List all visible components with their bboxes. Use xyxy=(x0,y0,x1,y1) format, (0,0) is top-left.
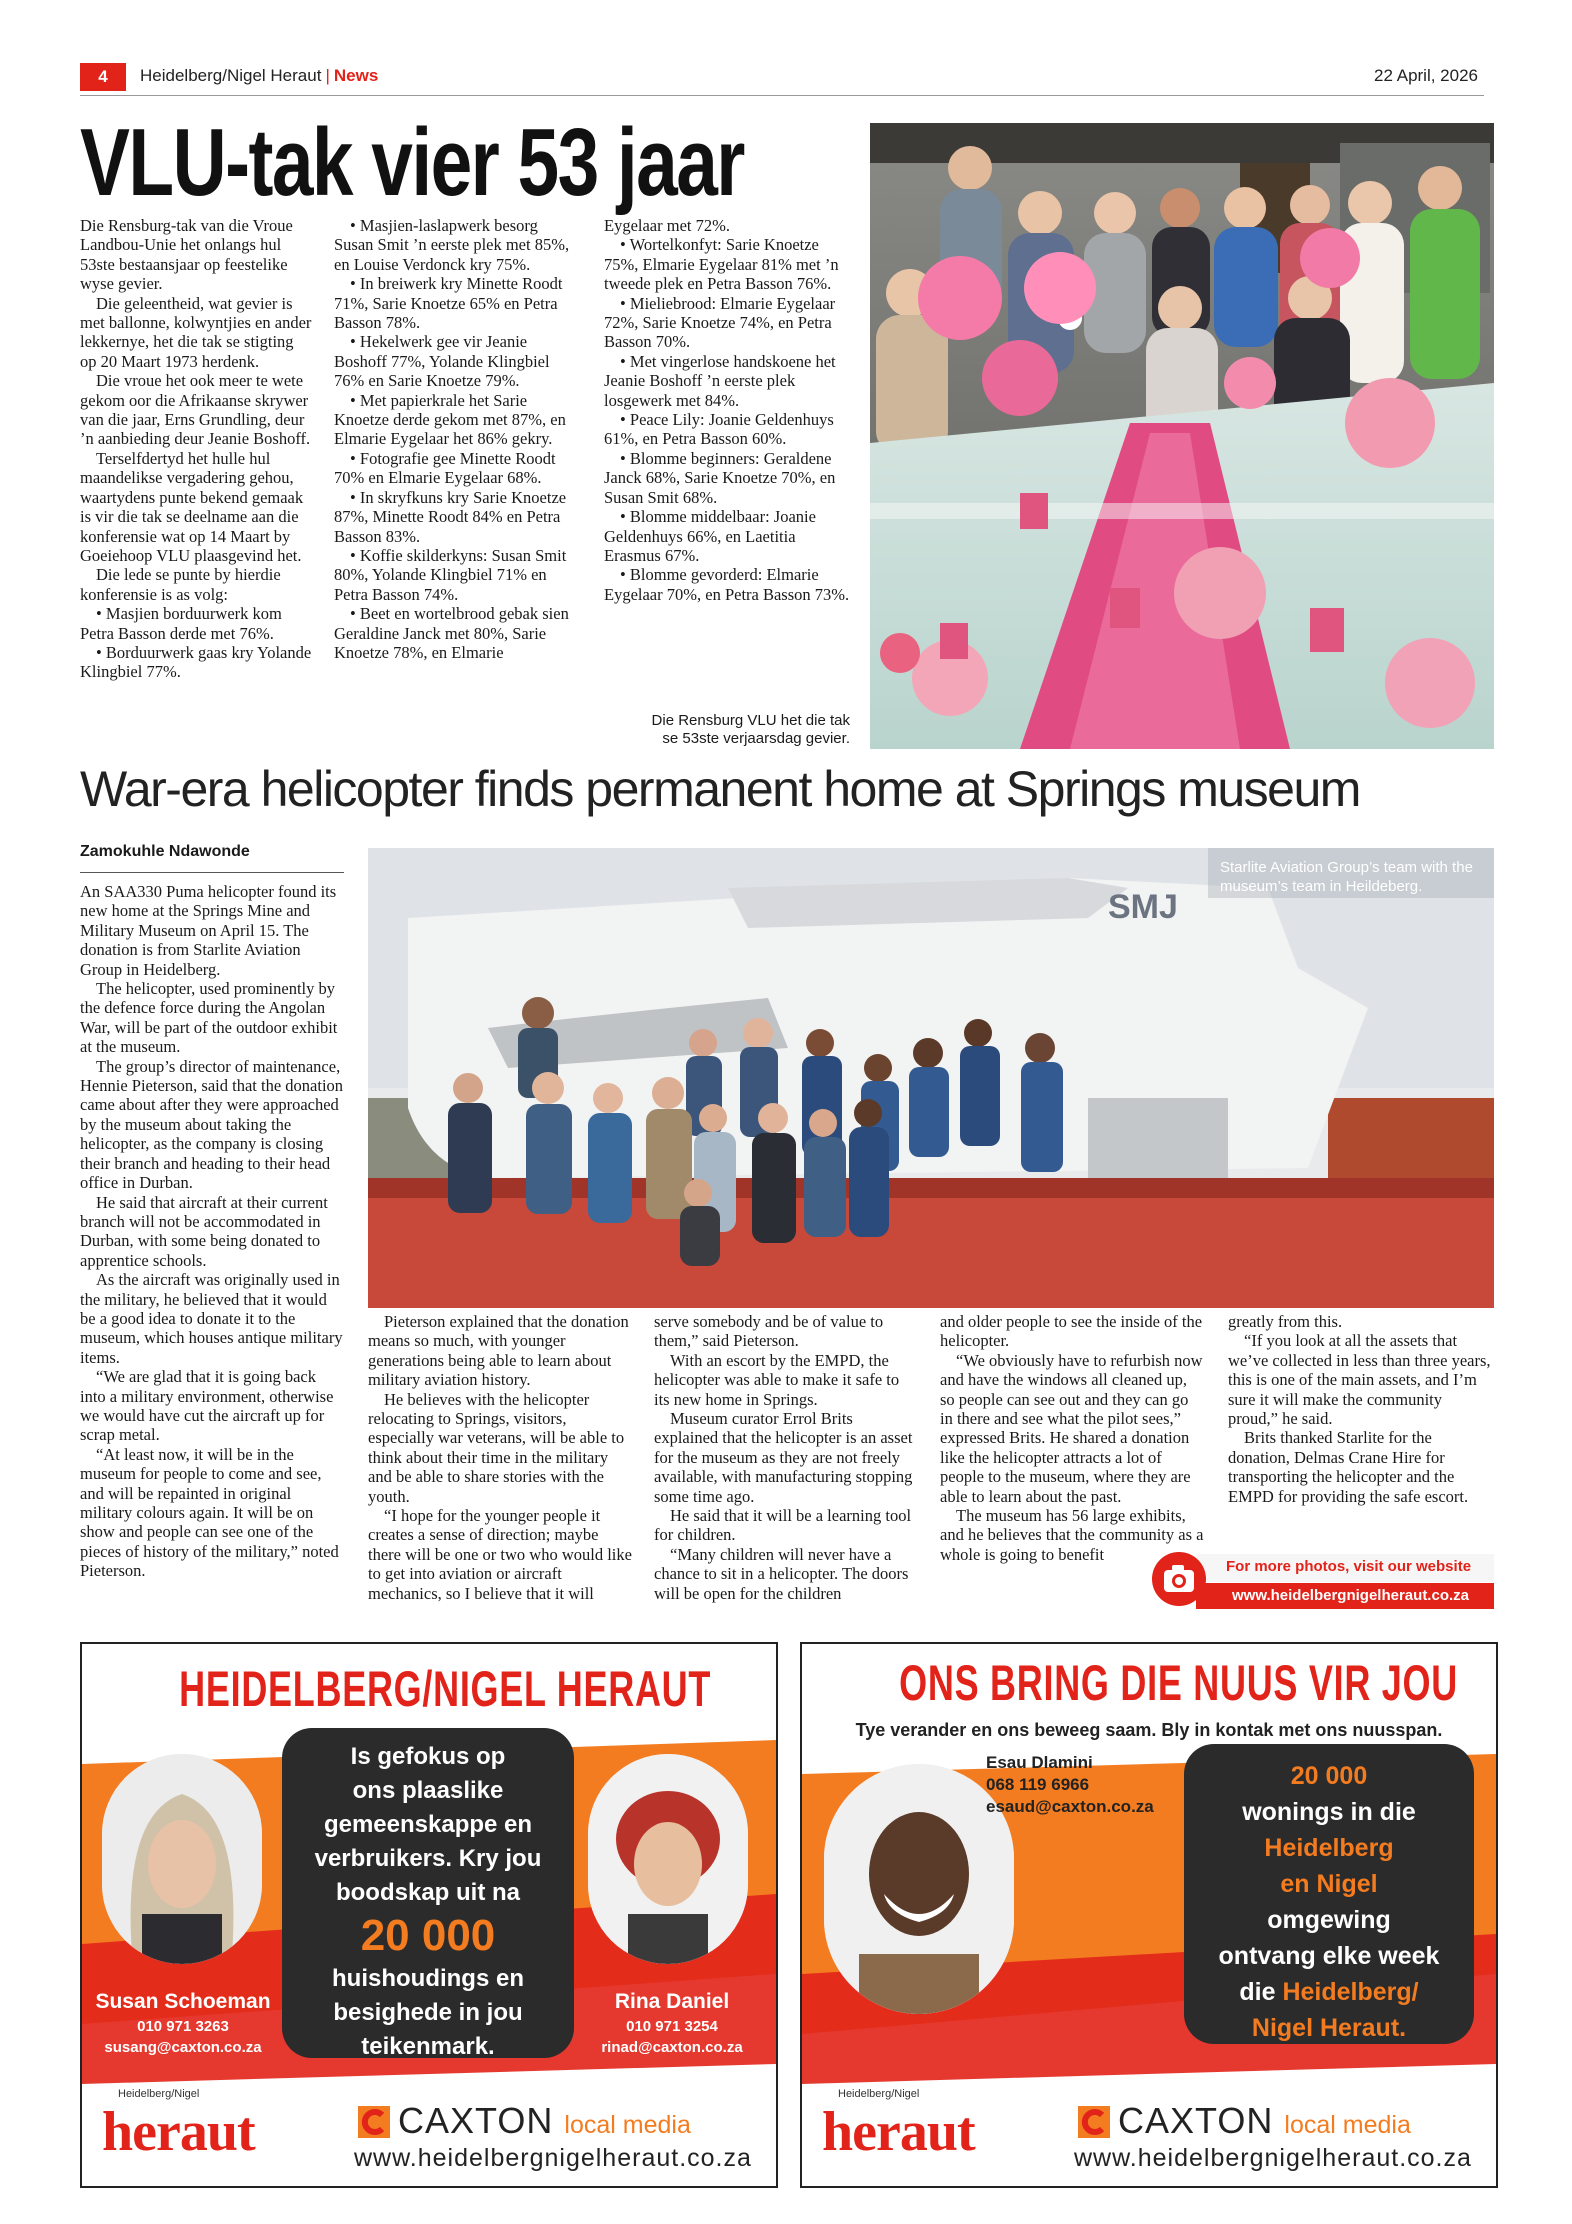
ad2-title: ONS BRING DIE NUUS VIR JOU xyxy=(899,1655,1458,1711)
contact-email[interactable]: esaud@caxton.co.za xyxy=(986,1797,1154,1816)
article1-paragraph: Die lede se punte by hierdie konferensie is as volg: xyxy=(80,565,281,604)
ad1-website[interactable]: www.heidelbergnigelheraut.co.za xyxy=(354,2144,752,2172)
contact-name: Susan Schoeman xyxy=(95,1990,271,2013)
section-name: News xyxy=(333,66,379,85)
contact-name: Esau Dlamini xyxy=(986,1753,1093,1772)
article1-column-1 xyxy=(80,216,312,682)
article2-column-2 xyxy=(368,1312,632,1603)
publication-name: Heidelberg/Nigel Heraut xyxy=(140,66,322,85)
contact-email[interactable]: susang@caxton.co.za xyxy=(104,2039,262,2056)
article2-paragraph: “I hope for the younger people it creates a sense of direction; maybe there will be one or two who would like to get into aviation or aircraft mechanics, so I believe that it will xyxy=(368,1506,632,1603)
article2-paragraph: serve somebody and be of value to them,” said Pieterson. xyxy=(654,1312,884,1351)
ad1-contact-2 xyxy=(582,1990,762,2056)
helicopter-photo-caption: Starlite Aviation Group’s team with the museum’s team in Heildeberg. xyxy=(1220,859,1473,895)
ad1-box-number: 20 000 xyxy=(360,1911,496,1960)
ad1-box-line: verbruikers. Kry jou xyxy=(314,1845,542,1872)
article1-paragraph: • Wortelkonfyt: Sarie Knoetze 75%, Elmarie Eygelaar 81% met ’n tweede plek en Petra Basson 76%. xyxy=(604,235,839,294)
ad2-box-line: Nigel Heraut. xyxy=(1251,2014,1407,2042)
article2-column-4 xyxy=(940,1312,1204,1564)
caxton-word: CAXTON xyxy=(398,2100,554,2141)
article2-paragraph: He said that aircraft at their current branch will not be accommodated in Durban, with some being donated to apprentice schools. xyxy=(80,1192,328,1270)
article2-column-3 xyxy=(654,1312,916,1603)
contact-phone: 010 971 3254 xyxy=(626,2018,718,2035)
ad1-box-line: teikenmark. xyxy=(361,2033,495,2060)
article1-paragraph: • Masjien-laslapwerk besorg Susan Smit ’n eerste plek met 85%, en Louise Verdonck kry 75%. xyxy=(334,216,570,274)
caxton-logo xyxy=(1118,2100,1411,2142)
article1-column-2 xyxy=(334,216,570,662)
article2-paragraph: “Many children will never have a chance to sit in a helicopter. The doors will be open for the children xyxy=(654,1544,909,1603)
ad2-message-box xyxy=(1184,1744,1474,2044)
article1-paragraph: • Blomme gevorderd: Elmarie Eygelaar 70%, en Petra Basson 73%. xyxy=(604,565,850,604)
heraut-logo-top: Heidelberg/Nigel xyxy=(118,2088,200,2100)
article1-paragraph: Die Rensburg-tak van die Vroue Landbou-Unie het onlangs hul 53ste bestaansjaar op feestelike wyse gevier. xyxy=(80,216,293,294)
ad2-contact xyxy=(986,1752,1154,1818)
contact-email[interactable]: rinad@caxton.co.za xyxy=(601,2039,743,2056)
ad1-box-line: ons plaaslike xyxy=(352,1777,504,1804)
article2-byline: Zamokuhle Ndawonde xyxy=(80,843,250,860)
header-rule xyxy=(80,95,1484,96)
helicopter-team-photo xyxy=(368,848,1494,1308)
article1-paragraph: • Met vingerlose handskoene het Jeanie Boshoff ’n eerste plek losgewerk met 84%. xyxy=(604,351,836,410)
caxton-sub: local media xyxy=(1284,2111,1411,2139)
article1-photo-caption xyxy=(604,712,850,748)
article1-paragraph: • Borduurwerk gaas kry Yolande Klingbiel 77%. xyxy=(80,642,312,682)
article2-paragraph: “We are glad that it is going back into a military environment, otherwise we would have cut the aircraft up for scrap metal. xyxy=(80,1367,334,1445)
ad2-box-line: ontvang elke week xyxy=(1218,1942,1440,1970)
article2-paragraph: greatly from this. xyxy=(1228,1312,1343,1331)
article1-paragraph: • Mieliebrood: Elmarie Eygelaar 72%, Sarie Knoetze 74%, en Petra Basson 70%. xyxy=(604,293,836,352)
article2-paragraph: The helicopter, used prominently by the defence force during the Angolan War, will be part of the outdoor exhibit at the museum. xyxy=(80,979,338,1057)
ad1-box-line: gemeenskappe en xyxy=(323,1811,533,1838)
article2-paragraph: With an escort by the EMPD, the helicopter was able to make it safe to its new home in Springs. xyxy=(654,1350,900,1409)
article2-headline: War-era helicopter finds permanent home at Springs museum xyxy=(80,761,1360,817)
article2-paragraph: He believes with the helicopter relocating to Springs, visitors, especially war veterans, will be able to think about their time in the military and be able to share stories with the youth. xyxy=(368,1389,625,1506)
heraut-advert xyxy=(80,1642,778,2188)
article1-paragraph: • Met papierkrale het Sarie Knoetze derde gekom met 87%, en Elmarie Eygelaar het 86% gekry. xyxy=(334,390,566,449)
article2-paragraph: “If you look at all the assets that we’ve collected in less than three years, this is one of the main assets, and I’m sure it will make the community proud,” he said. xyxy=(1228,1331,1491,1429)
caption-line: se 53ste verjaarsdag gevier. xyxy=(662,730,850,747)
camera-icon xyxy=(1152,1552,1206,1606)
ad1-box-line: huishoudings en xyxy=(332,1965,524,1992)
heraut-logo: heraut xyxy=(102,2101,255,2163)
contact-name: Rina Daniel xyxy=(614,1990,730,2013)
page-number: 4 xyxy=(80,63,126,91)
article2-paragraph: “We obviously have to refurbish now and have the windows all cleaned up, so people can see out and they can go in there and see what the pilot sees,” expressed Brits. He shared a donation like the helicopter attracts a lot of people to the museum, where they are able to learn about the past. xyxy=(940,1350,1203,1506)
ad2-box-line: en Nigel xyxy=(1280,1870,1378,1898)
article2-paragraph: The museum has 56 large exhibits, and he believes that the community as a whole is going to benefit xyxy=(940,1506,1204,1564)
article2-paragraph: Pieterson explained that the donation means so much, with younger generations being able to learn about military aviation history. xyxy=(368,1312,629,1390)
contact-phone: 010 971 3263 xyxy=(137,2018,229,2035)
helicopter-label: SMJ xyxy=(1108,888,1178,926)
ad1-box-line: boodskap uit na xyxy=(335,1879,520,1906)
article1-paragraph: • Fotografie gee Minette Roodt 70% en Elmarie Eygelaar 68%. xyxy=(334,448,556,488)
article2-paragraph: He said that it will be a learning tool for children. xyxy=(654,1506,912,1545)
heraut-logo-top: Heidelberg/Nigel xyxy=(838,2088,920,2100)
publication-header xyxy=(140,66,378,86)
ad2-box-line: Heidelberg xyxy=(1264,1834,1394,1862)
caxton-sub: local media xyxy=(564,2111,691,2139)
susan-schoeman-portrait xyxy=(102,1754,262,1964)
article1-paragraph: • Beet en wortelbrood gebak sien Geraldine Janck met 80%, Sarie Knoetze 78%, en Elmarie xyxy=(334,604,569,662)
article1-paragraph: • Blomme beginners: Geraldene Janck 68%, Sarie Knoetze 70%, en Susan Smit 68%. xyxy=(604,448,836,507)
ad2-subtitle: Tye verander en ons beweeg saam. Bly in kontak met ons nuusspan. xyxy=(855,1720,1443,1740)
caxton-logo-icon xyxy=(358,2106,390,2138)
article1-paragraph: • In skryfkuns kry Sarie Knoetze 87%, Minette Roodt 84% en Petra Basson 83%. xyxy=(334,487,567,546)
news-team-advert xyxy=(800,1642,1498,2188)
heraut-logo: heraut xyxy=(822,2101,975,2163)
article1-paragraph: • Hekelwerk gee vir Jeanie Boshoff 77%, Yolande Klingbiel 76% en Sarie Knoetze 79%. xyxy=(334,332,550,391)
ad2-box-number: 20 000 xyxy=(1290,1762,1368,1790)
article1-paragraph: Die geleentheid, wat gevier is met ballonne, kolwyntjies en ander lekkernye, het die tak se stigting op 20 Maart 1973 herdenk. xyxy=(80,293,312,371)
article1-paragraph: • In breiwerk kry Minette Roodt 71%, Sarie Knoetze 65% en Petra Basson 78%. xyxy=(334,274,563,333)
caxton-logo xyxy=(398,2100,691,2142)
article2-paragraph: Brits thanked Starlite for the donation, Delmas Crane Hire for transporting the helicopter and the EMPD for providing the safe escort. xyxy=(1228,1428,1469,1506)
article1-column-3 xyxy=(604,216,852,604)
ad1-box-line: Is gefokus op xyxy=(350,1743,506,1770)
caxton-word: CAXTON xyxy=(1118,2100,1274,2141)
ad1-title: HEIDELBERG/NIGEL HERAUT xyxy=(179,1661,712,1717)
byline-rule xyxy=(80,872,344,873)
ad2-box-word: die xyxy=(1239,1978,1276,2006)
ad2-box-line: omgewing xyxy=(1267,1906,1391,1934)
rina-daniel-portrait xyxy=(588,1754,748,1964)
ad2-box-word: Heidelberg/ xyxy=(1282,1978,1419,2006)
ad1-contact-1 xyxy=(90,1990,276,2056)
article1-paragraph: Terselfdertyd het hulle hul maandelikse vergadering gehou, waartydens punte bekend gemaak is vir die tak se deelname aan die konferensie wat op 14 Maart by Goeiehoop VLU plaasgevind het. xyxy=(80,448,304,565)
article1-paragraph: Die vroue het ook meer te wete gekom oor die Afrikaanse skrywer van die jaar, Erns Grundling, deur ’n aanbieding deur Jeanie Boshoff. xyxy=(80,371,311,449)
more-photos-link[interactable]: www.heidelbergnigelheraut.co.za xyxy=(1232,1587,1469,1604)
article2-paragraph: The group’s director of maintenance, Hennie Pieterson, said that the donation came about after they were approached by the museum about taking the helicopter, as the company is closing their branch and heading to their head office in Durban. xyxy=(80,1056,344,1193)
caption-line: Die Rensburg VLU het die tak xyxy=(651,712,850,729)
article1-paragraph: Eygelaar met 72%. xyxy=(604,216,730,235)
issue-date: 22 April, 2026 xyxy=(1374,66,1478,85)
ad2-website[interactable]: www.heidelbergnigelheraut.co.za xyxy=(1074,2144,1472,2172)
article2-paragraph: An SAA330 Puma helicopter found its new home at the Springs Mine and Military Museum on April 15. The donation is from Starlite Aviation Group in Heidelberg. xyxy=(80,882,337,979)
ad2-box-line xyxy=(1184,1974,1474,2010)
article2-paragraph: “At least now, it will be in the museum for people to come and see, and will be repainted in original military colours again. It will be on show and people can see one of the pieces of history of the military,” noted Pieterson. xyxy=(80,1444,339,1581)
article1-paragraph: • Peace Lily: Joanie Geldenhuys 61%, en Petra Basson 60%. xyxy=(604,410,834,449)
ad1-message-box xyxy=(282,1728,574,2058)
vlu-celebration-photo xyxy=(870,123,1494,749)
article1-paragraph: • Koffie skilderkyns: Susan Smit 80%, Yolande Klingbiel 71% en Petra Basson 74%. xyxy=(334,545,567,604)
article1-paragraph: • Blomme middelbaar: Joanie Geldenhuys 66%, en Laetitia Erasmus 67%. xyxy=(604,507,816,565)
article2-paragraph: As the aircraft was originally used in the military, he believed that it would be a good idea to donate it to the museum, which houses antique military items. xyxy=(80,1270,343,1367)
article2-paragraph: Museum curator Errol Brits explained that the helicopter is an asset for the museum as they are not freely available, with manufacturing stopping some time ago. xyxy=(654,1409,913,1506)
article2-paragraph: and older people to see the inside of the helicopter. xyxy=(940,1312,1203,1351)
article1-paragraph: • Masjien borduurwerk kom Petra Basson derde met 76%. xyxy=(80,604,282,643)
contact-phone: 068 119 6966 xyxy=(986,1775,1090,1794)
more-photos-label: For more photos, visit our website xyxy=(1226,1558,1472,1575)
ad2-box-line: wonings in die xyxy=(1242,1798,1416,1826)
article1-headline: VLU-tak vier 53 jaar xyxy=(80,109,744,216)
caxton-logo-icon xyxy=(1078,2106,1110,2138)
ad1-box-line: besighede in jou xyxy=(333,1999,523,2026)
article2-column-1 xyxy=(80,882,344,1581)
article2-column-5 xyxy=(1228,1312,1494,1506)
header-separator: | xyxy=(325,66,330,85)
